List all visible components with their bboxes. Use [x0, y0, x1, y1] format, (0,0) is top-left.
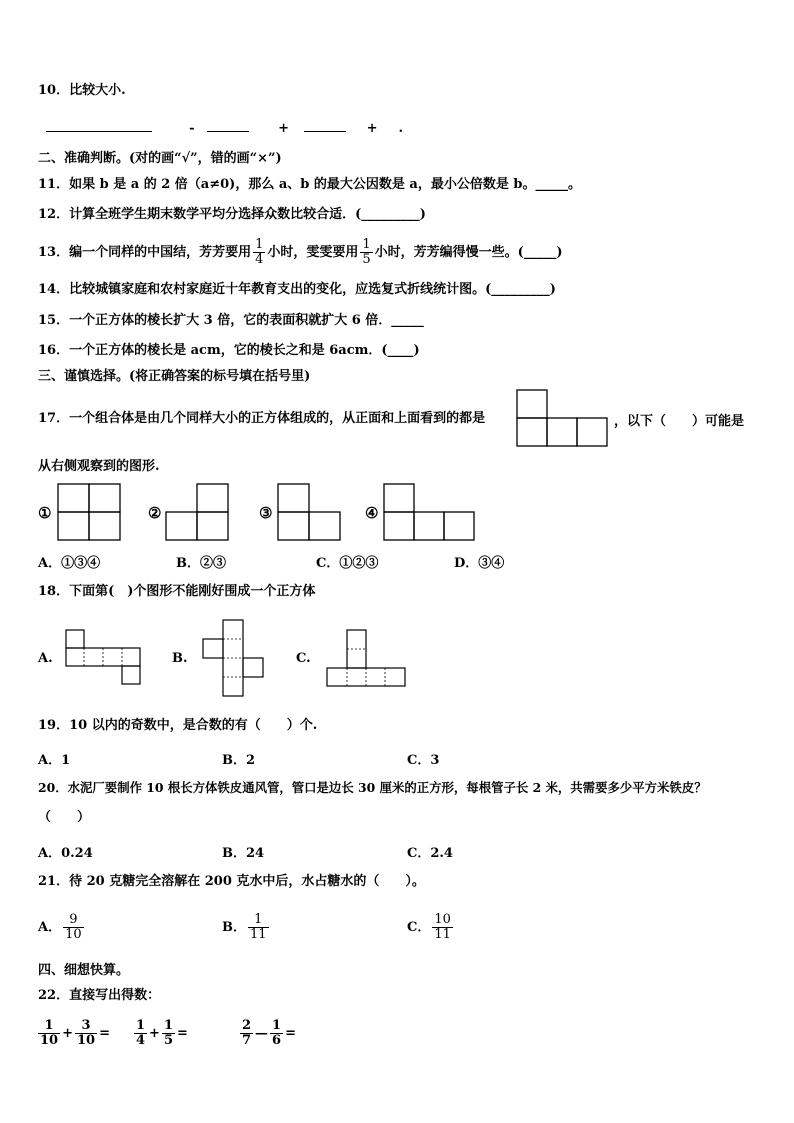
q17-option-c[interactable]: C．①②③: [316, 556, 379, 571]
q19-option-c[interactable]: C．3: [407, 753, 440, 768]
fig-option-3: [278, 484, 340, 542]
q13-frac-1: $\frac{1}{4}$: [255, 237, 264, 267]
fig-label-3: ③: [259, 504, 273, 522]
q18-net-a: [66, 630, 142, 686]
q10-text: 10．比较大小.: [38, 83, 126, 98]
q18-net-b: [203, 620, 265, 698]
q17-view-figure: [517, 390, 609, 448]
op-plus-1: +: [278, 121, 289, 136]
q13-post: 小时，芳芳编得慢一些。(_____): [374, 245, 563, 260]
q17-line2: 从右侧观察到的图形.: [38, 459, 160, 474]
q18-net-c: [327, 630, 407, 688]
q18-text: 18．下面第( )个图形不能刚好围成一个正方体: [38, 584, 316, 599]
q20-option-a[interactable]: A．0.24: [38, 846, 93, 861]
q21-label-a: A．: [38, 920, 62, 935]
section-3-title: 三、谨慎选择。(将正确答案的标号填在括号里): [38, 369, 311, 384]
q22-expr-3: $\frac{2}{7}$ — $\frac{1}{6}$ =: [242, 1018, 296, 1048]
section-2-title: 二、准确判断。(对的画“√”，错的画“×”): [38, 151, 282, 166]
q20-blank[interactable]: （ ）: [38, 810, 91, 825]
fig-label-4: ④: [365, 504, 379, 522]
section-4-title: 四、细想快算。: [38, 963, 130, 978]
q10-tail: .: [398, 121, 404, 136]
fig-option-2: [166, 484, 228, 542]
q21-text: 21．待 20 克糖完全溶解在 200 克水中后，水占糖水的（ ）。: [38, 874, 425, 889]
q22-expr-1: $\frac{1}{10}$ + $\frac{3}{10}$ =: [40, 1018, 110, 1048]
q17-option-a[interactable]: A．①③④: [38, 556, 101, 571]
q20-text: 20．水泥厂要制作 10 根长方体铁皮通风管，管口是边长 30 厘米的正方形，每根管子长 2 米，共需要多少平方米铁皮？: [38, 780, 707, 795]
op-minus: -: [189, 121, 195, 136]
q21-label-c: C．: [407, 920, 431, 935]
blank-3[interactable]: [304, 118, 346, 132]
q22-expr-2: $\frac{1}{4}$ + $\frac{1}{5}$ =: [136, 1018, 188, 1048]
blank-1[interactable]: [46, 118, 152, 132]
q17-option-b[interactable]: B．②③: [176, 556, 226, 571]
q21-option-c[interactable]: [407, 908, 455, 948]
q19-option-a[interactable]: A．1: [38, 753, 71, 768]
q13-frac-2: $\frac{1}{5}$: [362, 237, 371, 267]
q16-text: 16．一个正方体的棱长是 acm，它的棱长之和是 6acm．(____): [38, 343, 420, 358]
q12-text: 12．计算全班学生期末数学平均分选择众数比较合适．(_________): [38, 207, 426, 222]
q19-option-b[interactable]: B．2: [222, 753, 256, 768]
q21-frac-c: $\frac{10}{11}$: [434, 912, 451, 942]
op-plus-2: +: [366, 121, 378, 136]
q20-option-c[interactable]: C．2.4: [407, 846, 453, 861]
q13-row: [38, 238, 562, 268]
fig-label-1: ①: [38, 504, 52, 522]
q18-label-b[interactable]: B.: [172, 651, 188, 666]
q14-text: 14．比较城镇家庭和农村家庭近十年教育支出的变化，应选复式折线统计图。(_________): [38, 282, 556, 297]
fig-label-2: ②: [148, 504, 162, 522]
fig-option-4: [384, 484, 475, 542]
q15-text: 15．一个正方体的棱长扩大 3 倍，它的表面积就扩大 6 倍．_____: [38, 313, 424, 328]
q17-pre: 17．一个组合体是由几个同样大小的正方体组成的，从正面和上面看到的都是: [38, 411, 486, 426]
q21-frac-a: $\frac{9}{10}$: [65, 912, 82, 942]
q13-pre: 13．编一个同样的中国结，芳芳要用: [38, 245, 252, 260]
fig-option-1: [58, 484, 120, 542]
q11-text: 11．如果 b 是 a 的 2 倍（a≠0)，那么 a、b 的最大公因数是 a，最小公倍数是 b。_____。: [38, 177, 581, 192]
q20-option-b[interactable]: B．24: [222, 846, 265, 861]
q21-option-b[interactable]: [222, 908, 271, 948]
q18-label-a[interactable]: A.: [38, 651, 53, 666]
q10-compare-row: [46, 118, 403, 136]
q18-label-c[interactable]: C.: [296, 651, 311, 666]
q13-mid: 小时，雯雯要用: [267, 245, 359, 260]
q21-frac-b: $\frac{1}{11}$: [250, 912, 267, 942]
q19-text: 19．10 以内的奇数中，是合数的有（ ）个.: [38, 718, 318, 733]
q17-post: ，以下（ ）可能是: [614, 414, 745, 429]
q22-text: 22．直接写出得数：: [38, 988, 161, 1003]
q21-label-b: B．: [222, 920, 246, 935]
q21-option-a[interactable]: [38, 908, 86, 948]
q17-option-d[interactable]: D．③④: [454, 556, 505, 571]
blank-2[interactable]: [207, 118, 249, 132]
